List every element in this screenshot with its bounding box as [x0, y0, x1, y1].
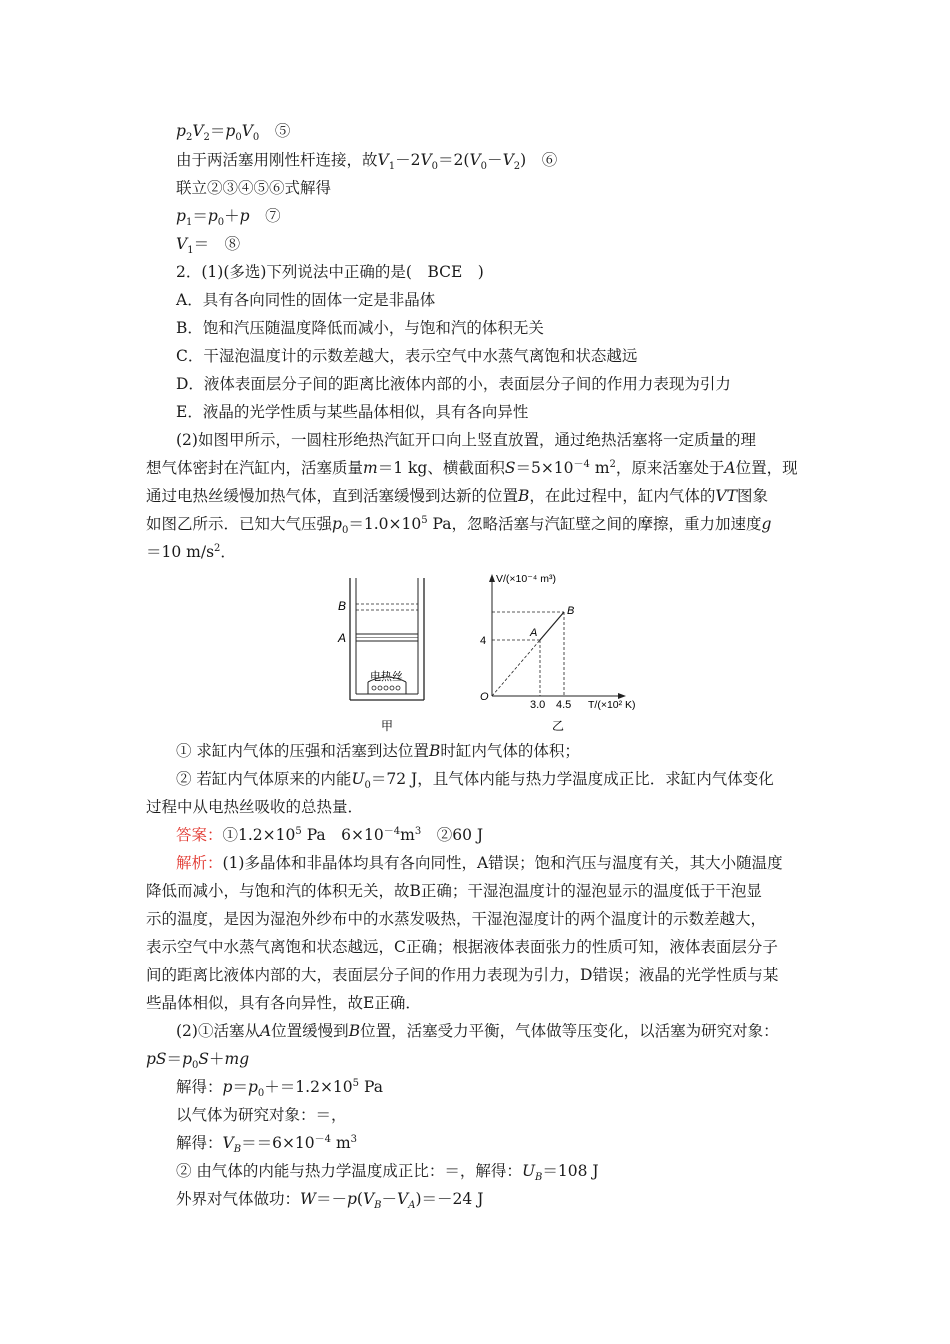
figure — [330, 568, 660, 738]
caption-jia: 甲 — [381, 719, 394, 733]
problem-text-4: 如图乙所示．已知大气压强$p_0=1.0\times 10^5$ Pa，忽略活塞与汽缸壁之间的摩擦，重力加速度g — [146, 514, 772, 537]
option-a: A．具有各向同性的固体一定是非晶体 — [176, 291, 436, 309]
question-2-stem: 2．(1)(多选)下列说法中正确的是( BCE ) — [176, 263, 484, 281]
cylinder-diagram — [337, 578, 424, 733]
explanation-1: 解析：(1)多晶体和非晶体均具有各向同性，A错误；饱和汽压与温度有关，其大小随温度 — [176, 854, 783, 872]
solve-pressure: 解得：$p=p_0+=1.2\times 10^5$ Pa — [176, 1077, 383, 1100]
point-a-label: A — [530, 627, 538, 639]
label-b: B — [338, 599, 347, 613]
question-i: ① 求缸内气体的压强和活塞到达位置B时缸内气体的体积； — [176, 742, 580, 760]
explanation-label: 解析： — [176, 854, 223, 872]
equation-line-5: $p_2V_2=p_0V_0$ ⑤ — [176, 122, 291, 144]
solve-energy: ② 由气体的内能与热力学温度成正比：＝，解得：$U_B=108$ J — [176, 1162, 599, 1184]
point-b-label: B — [567, 605, 575, 617]
option-e: E．液晶的光学性质与某些晶体相似，具有各向异性 — [176, 403, 529, 421]
explanation-6: 些晶体相似，具有各向异性，故E正确． — [146, 994, 421, 1012]
tick-x-4-5: 4.5 — [556, 699, 572, 711]
explanation-7: (2)①活塞从A位置缓慢到B位置，活塞受力平衡，气体做等压变化，以活塞为研究对象： — [176, 1022, 779, 1040]
force-balance-equation: $pS=p_0S+mg$ — [146, 1050, 250, 1072]
answer-line: 答案：$①1.2\times 10^5$ Pa $6\times 10^{-4}m^3$ ②60 J — [176, 825, 484, 844]
question-ii-cont: 过程中从电热丝吸收的总热量． — [146, 798, 364, 816]
problem-text-2: 想气体密封在汽缸内，活塞质量m＝1 kg、横截面积$S=5\times 10^{-4}$ $m^2$，原来活塞处于A位置，现 — [146, 458, 798, 477]
equation-line-6: 由于两活塞用刚性杆连接，故$V_1-2V_0=2(V_0-V_2)$ ⑥ — [176, 151, 558, 173]
origin-label: O — [480, 691, 489, 703]
option-d: D．液体表面层分子间的距离比液体内部的小，表面层分子间的作用力表现为引力 — [176, 375, 731, 393]
problem-text-3: 通过电热丝缓慢加热气体，直到活塞缓慢到达新的位置B，在此过程中，缸内气体的VT图象 — [146, 487, 768, 505]
explanation-2: 降低而减小，与饱和汽的体积无关，故B正确；干湿泡温度计的湿泡显示的温度低于干泡显 — [146, 882, 762, 900]
problem-text-1: (2)如图甲所示，一圆柱形绝热汽缸开口向上竖直放置，通过绝热活塞将一定质量的理 — [176, 431, 756, 449]
explanation-4: 表示空气中水蒸气离饱和状态越远，C正确；根据液体表面张力的性质可知，液体表面层分子 — [146, 938, 778, 956]
caption-yi: 乙 — [552, 719, 565, 733]
tick-x-3: 3.0 — [530, 699, 546, 711]
heater-label: 电热丝 — [370, 671, 403, 683]
problem-text-5: ＝10 $m/s^2$． — [146, 542, 236, 561]
work-line: 外界对气体做功：$W=-p(V_B-V_A)=-24$ J — [176, 1190, 484, 1212]
question-ii: ② 若缸内气体原来的内能$U_0=72$ J，且气体内能与热力学温度成正比．求缸内气体变化 — [176, 770, 774, 792]
explanation-5: 间的距离比液体内部的大，表面层分子间的作用力表现为引力，D错误；液晶的光学性质与某 — [146, 966, 779, 984]
equation-line-7: $p_1=p_0+p$ ⑦ — [176, 207, 281, 229]
solve-volume: 解得：$V_B==6\times 10^{-4}$ $m^3$ — [176, 1133, 358, 1156]
tick-y-4: 4 — [480, 635, 487, 647]
equation-line-8: $V_1=$ ⑧ — [176, 235, 241, 257]
option-c: C．干湿泡温度计的示数差越大，表示空气中水蒸气离饱和状态越远 — [176, 347, 638, 365]
label-a: A — [338, 631, 347, 645]
gas-object-line: 以气体为研究对象：＝， — [176, 1106, 347, 1124]
circled-number: ⑤ — [274, 122, 291, 140]
y-axis-label: V/(×10⁻⁴ m³) — [496, 573, 556, 585]
combine-line: 联立②③④⑤⑥式解得 — [176, 179, 332, 197]
option-b: B．饱和汽压随温度降低而减小，与饱和汽的体积无关 — [176, 319, 544, 337]
x-axis-label: T/(×10² K) — [588, 699, 636, 711]
explanation-3: 示的温度，是因为湿泡外纱布中的水蒸发吸热，干湿泡湿度计的两个温度计的示数差越大， — [146, 910, 767, 928]
answer-label: 答案： — [176, 826, 223, 844]
vt-graph — [480, 573, 636, 733]
